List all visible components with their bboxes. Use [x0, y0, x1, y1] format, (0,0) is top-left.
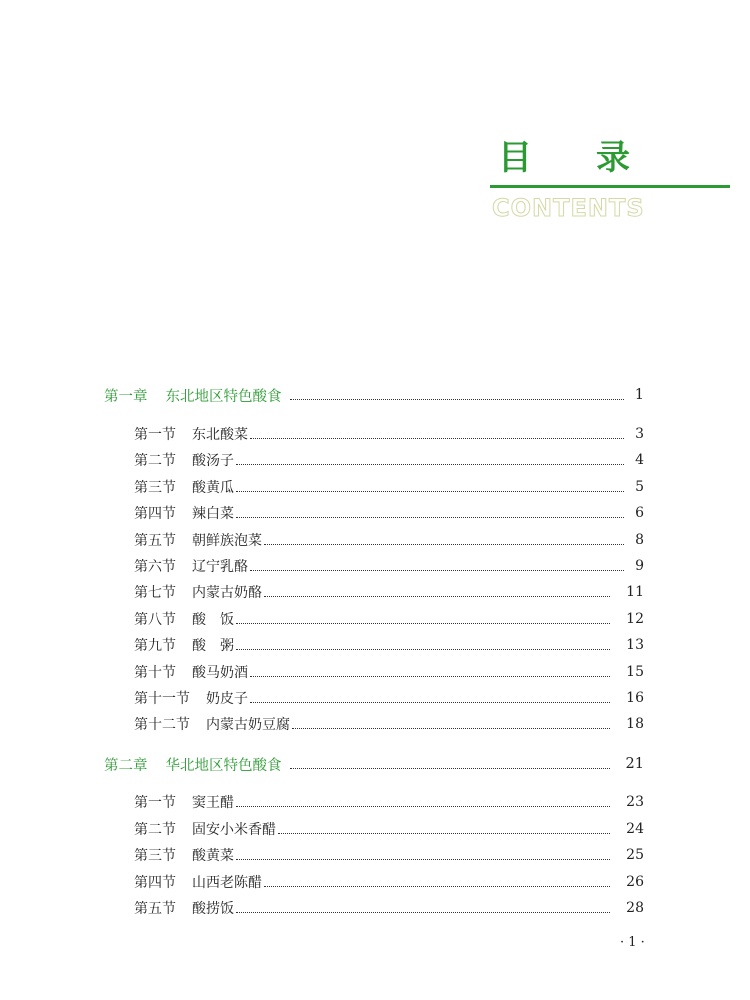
section-page: 4 [635, 452, 644, 469]
section-label: 第五节 [134, 532, 176, 549]
section-page: 23 [626, 794, 644, 810]
toc-section-row[interactable] [134, 790, 644, 814]
leader-dots [264, 885, 610, 887]
section-page: 15 [626, 663, 644, 680]
section-page: 28 [626, 900, 644, 916]
leader-dots [290, 398, 625, 400]
section-title: 酸黄菜 [192, 848, 234, 864]
toc-chapter-row[interactable] [104, 752, 644, 776]
chapter-page: 21 [625, 756, 644, 772]
chapter-title: 东北地区特色酸食 [165, 388, 282, 405]
section-page: 3 [635, 426, 644, 442]
section-page: 5 [635, 478, 644, 495]
chapter-page: 1 [634, 387, 644, 403]
contents-english-title: CONTENTS [492, 194, 645, 222]
section-label: 第十节 [134, 664, 176, 681]
section-title: 山西老陈醋 [192, 874, 262, 891]
toc-section-row[interactable] [134, 660, 644, 684]
section-label: 第五节 [134, 901, 176, 917]
toc-section-row[interactable] [134, 712, 644, 736]
section-title: 酸 饭 [192, 611, 234, 628]
leader-dots [278, 832, 610, 834]
toc-section-row[interactable] [134, 475, 644, 499]
section-label: 第八节 [134, 611, 176, 628]
section-label: 第十一节 [134, 691, 190, 707]
toc-section-row[interactable] [134, 580, 644, 604]
leader-dots [250, 675, 610, 677]
section-label: 第七节 [134, 585, 176, 602]
section-page: 16 [626, 690, 644, 706]
leader-dots [264, 595, 610, 597]
toc-section-row[interactable] [134, 501, 644, 525]
toc-section-row[interactable] [134, 843, 644, 867]
section-label: 第三节 [134, 479, 176, 496]
section-page: 6 [635, 505, 644, 522]
section-title: 酸马奶酒 [192, 664, 248, 681]
section-page: 24 [626, 820, 644, 837]
section-label: 第四节 [134, 874, 176, 891]
toc-section-row[interactable] [134, 870, 644, 894]
section-title: 酸黄瓜 [192, 479, 234, 496]
chapter-label: 第二章 [104, 757, 148, 774]
leader-dots [290, 767, 611, 769]
leader-dots [236, 858, 610, 860]
section-page: 13 [626, 637, 644, 654]
toc-section-row[interactable] [134, 422, 644, 446]
toc-title-char-2: 录 [596, 138, 630, 178]
leader-dots [292, 727, 610, 729]
toc-section-row[interactable] [134, 554, 644, 578]
section-title: 辽宁乳酪 [192, 559, 248, 575]
page-number: · 1 · [620, 935, 645, 950]
toc-chapter-row[interactable] [104, 383, 644, 407]
section-page: 26 [626, 873, 644, 890]
toc-section-row[interactable] [134, 528, 644, 552]
section-page: 9 [635, 558, 644, 574]
section-label: 第一节 [134, 795, 176, 811]
section-label: 第二节 [134, 821, 176, 838]
toc-section-row[interactable] [134, 686, 644, 710]
leader-dots [250, 701, 610, 703]
leader-dots [236, 648, 610, 650]
section-title: 酸捞饭 [192, 901, 234, 917]
leader-dots [236, 805, 610, 807]
section-label: 第十二节 [134, 717, 190, 734]
leader-dots [264, 543, 624, 545]
section-page: 18 [626, 716, 644, 733]
section-page: 8 [635, 531, 644, 548]
section-page: 11 [626, 584, 644, 601]
section-label: 第四节 [134, 506, 176, 523]
leader-dots [236, 516, 624, 518]
leader-dots [236, 463, 624, 465]
toc-section-row[interactable] [134, 448, 644, 472]
section-title: 窦王醋 [192, 795, 234, 811]
toc-section-row[interactable] [134, 817, 644, 841]
chapter-title: 华北地区特色酸食 [165, 757, 282, 774]
toc-section-row[interactable] [134, 896, 644, 920]
leader-dots [250, 569, 624, 571]
section-label: 第一节 [134, 427, 176, 443]
section-label: 第九节 [134, 638, 176, 655]
section-title: 酸 粥 [192, 638, 234, 655]
section-title: 东北酸菜 [192, 427, 248, 443]
section-title: 内蒙古奶酪 [192, 585, 262, 602]
leader-dots [236, 490, 624, 492]
section-title: 辣白菜 [192, 506, 234, 523]
section-page: 25 [626, 847, 644, 863]
toc-title-char-1: 目 [498, 138, 532, 178]
section-title: 朝鲜族泡菜 [192, 532, 262, 549]
section-label: 第六节 [134, 559, 176, 575]
chapter-label: 第一章 [104, 388, 148, 405]
section-title: 奶皮子 [206, 691, 248, 707]
section-title: 酸汤子 [192, 453, 234, 470]
section-title: 内蒙古奶豆腐 [206, 717, 290, 734]
section-title: 固安小米香醋 [192, 821, 276, 838]
toc-section-row[interactable] [134, 607, 644, 631]
leader-dots [236, 911, 610, 913]
section-page: 12 [626, 610, 644, 627]
toc-section-row[interactable] [134, 633, 644, 657]
leader-dots [250, 437, 624, 439]
leader-dots [236, 622, 610, 624]
section-label: 第二节 [134, 453, 176, 470]
section-label: 第三节 [134, 848, 176, 864]
